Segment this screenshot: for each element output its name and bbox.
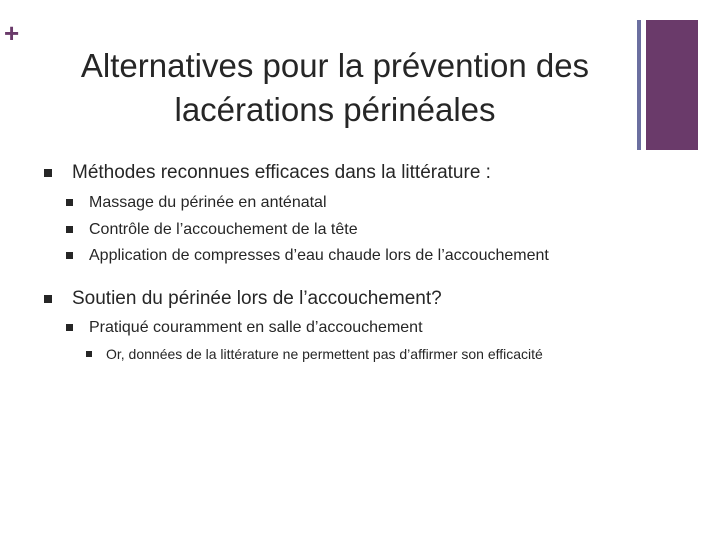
accent-bar-thick — [646, 20, 698, 150]
bullet-square-icon — [66, 199, 73, 206]
list-item-text: Contrôle de l’accouchement de la tête — [89, 221, 358, 238]
bullet-square-icon — [66, 252, 73, 259]
bullet-square-icon — [44, 169, 52, 177]
list-item — [44, 288, 442, 310]
section1-heading: Méthodes reconnues efficaces dans la littérature : — [72, 162, 491, 183]
list-item — [86, 346, 543, 363]
list-item — [44, 162, 491, 184]
bullet-square-icon — [66, 226, 73, 233]
bullet-square-icon — [66, 324, 73, 331]
list-item — [66, 246, 549, 266]
slide-title: Alternatives pour la prévention des lacérations périnéales — [80, 47, 590, 128]
section2-heading: Soutien du périnée lors de l’accouchement? — [72, 288, 442, 309]
list-item — [66, 318, 423, 338]
list-item — [66, 220, 358, 240]
list-item-text: Pratiqué couramment en salle d’accouchement — [89, 319, 423, 336]
list-item — [66, 193, 327, 213]
list-item-text: Application de compresses d’eau chaude lors de l’accouchement — [89, 247, 549, 264]
plus-icon: + — [4, 18, 20, 48]
bullet-square-icon — [86, 351, 92, 357]
list-item-text: Massage du périnée en anténatal — [89, 194, 327, 211]
list-item-text: Or, données de la littérature ne permettent pas d’affirmer son efficacité — [106, 346, 543, 362]
bullet-square-icon — [44, 295, 52, 303]
